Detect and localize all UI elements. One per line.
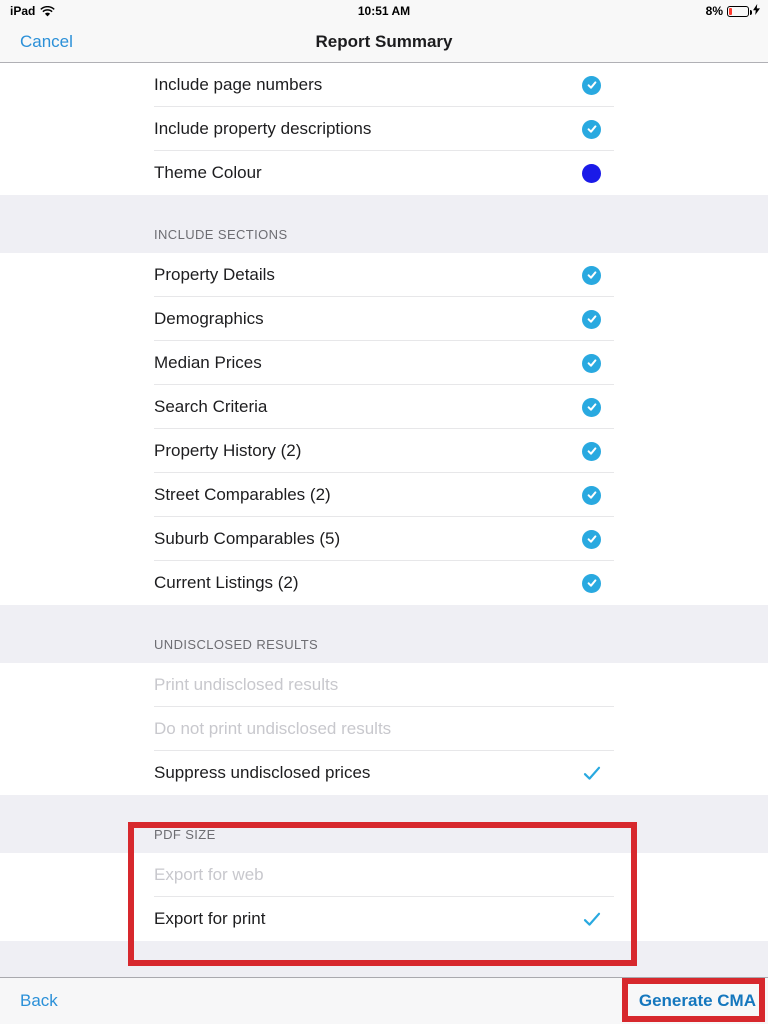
checked-circle-icon	[582, 398, 601, 417]
section-header-label: INCLUDE SECTIONS	[154, 227, 288, 242]
row-label: Search Criteria	[154, 397, 268, 416]
row-include-page-numbers[interactable]	[0, 63, 768, 107]
checked-circle-icon	[582, 354, 601, 373]
cancel-button[interactable]: Cancel	[20, 32, 73, 51]
checkmark-icon	[582, 764, 601, 783]
bottom-toolbar	[0, 977, 768, 1024]
row-street-comparables[interactable]	[0, 473, 768, 517]
row-label: Export for print	[154, 909, 266, 928]
section-header-label: PDF SIZE	[154, 827, 216, 842]
row-label: Property History (2)	[154, 441, 302, 460]
row-suburb-comparables[interactable]	[0, 517, 768, 561]
footer-spacer-band	[0, 941, 768, 977]
row-label: Median Prices	[154, 353, 262, 372]
battery-percent: 8%	[705, 4, 723, 18]
checked-circle-icon	[582, 530, 601, 549]
checked-circle-icon	[582, 310, 601, 329]
row-label: Suppress undisclosed prices	[154, 763, 371, 782]
row-label: Export for web	[154, 865, 264, 884]
pdf-size-group	[0, 853, 768, 941]
row-label: Do not print undisclosed results	[154, 719, 392, 738]
row-print-undisclosed-results[interactable]	[0, 663, 768, 707]
checked-circle-icon	[582, 574, 601, 593]
row-demographics[interactable]	[0, 297, 768, 341]
row-label: Demographics	[154, 309, 264, 328]
back-button[interactable]: Back	[20, 991, 58, 1010]
status-time: 10:51 AM	[357, 4, 411, 18]
row-include-property-descriptions[interactable]	[0, 107, 768, 151]
row-current-listings[interactable]	[0, 561, 768, 605]
charging-bolt-icon	[753, 4, 760, 18]
row-label: Theme Colour	[154, 163, 262, 182]
row-label: Include property descriptions	[154, 119, 372, 138]
battery-icon	[727, 6, 749, 17]
row-export-for-print[interactable]	[0, 897, 768, 941]
checkmark-icon	[582, 910, 601, 929]
row-median-prices[interactable]	[0, 341, 768, 385]
nav-bar	[0, 22, 768, 63]
row-label: Suburb Comparables (5)	[154, 529, 341, 548]
general-options-group	[0, 63, 768, 195]
device-label: iPad	[10, 4, 36, 18]
row-suppress-undisclosed-prices[interactable]	[0, 751, 768, 795]
row-label: Street Comparables (2)	[154, 485, 331, 504]
section-header-undisclosed-results	[0, 605, 768, 663]
checked-circle-icon	[582, 120, 601, 139]
row-property-history[interactable]	[0, 429, 768, 473]
row-theme-colour[interactable]	[0, 151, 768, 195]
checked-circle-icon	[582, 442, 601, 461]
theme-color-dot	[582, 164, 601, 183]
row-property-details[interactable]	[0, 253, 768, 297]
row-do-not-print-undisclosed-results[interactable]	[0, 707, 768, 751]
row-label: Current Listings (2)	[154, 573, 299, 592]
section-header-pdf-size	[0, 795, 768, 853]
page-title: Report Summary	[315, 32, 453, 51]
section-header-label: UNDISCLOSED RESULTS	[154, 637, 319, 652]
row-export-for-web[interactable]	[0, 853, 768, 897]
generate-cma-button[interactable]: Generate CMA	[638, 991, 756, 1010]
checked-circle-icon	[582, 76, 601, 95]
row-search-criteria[interactable]	[0, 385, 768, 429]
row-label: Include page numbers	[154, 75, 323, 94]
include-sections-group	[0, 253, 768, 605]
undisclosed-results-group	[0, 663, 768, 795]
status-bar	[0, 0, 768, 22]
row-label: Print undisclosed results	[154, 675, 339, 694]
row-label: Property Details	[154, 265, 275, 284]
section-header-include-sections	[0, 195, 768, 253]
checked-circle-icon	[582, 266, 601, 285]
checked-circle-icon	[582, 486, 601, 505]
